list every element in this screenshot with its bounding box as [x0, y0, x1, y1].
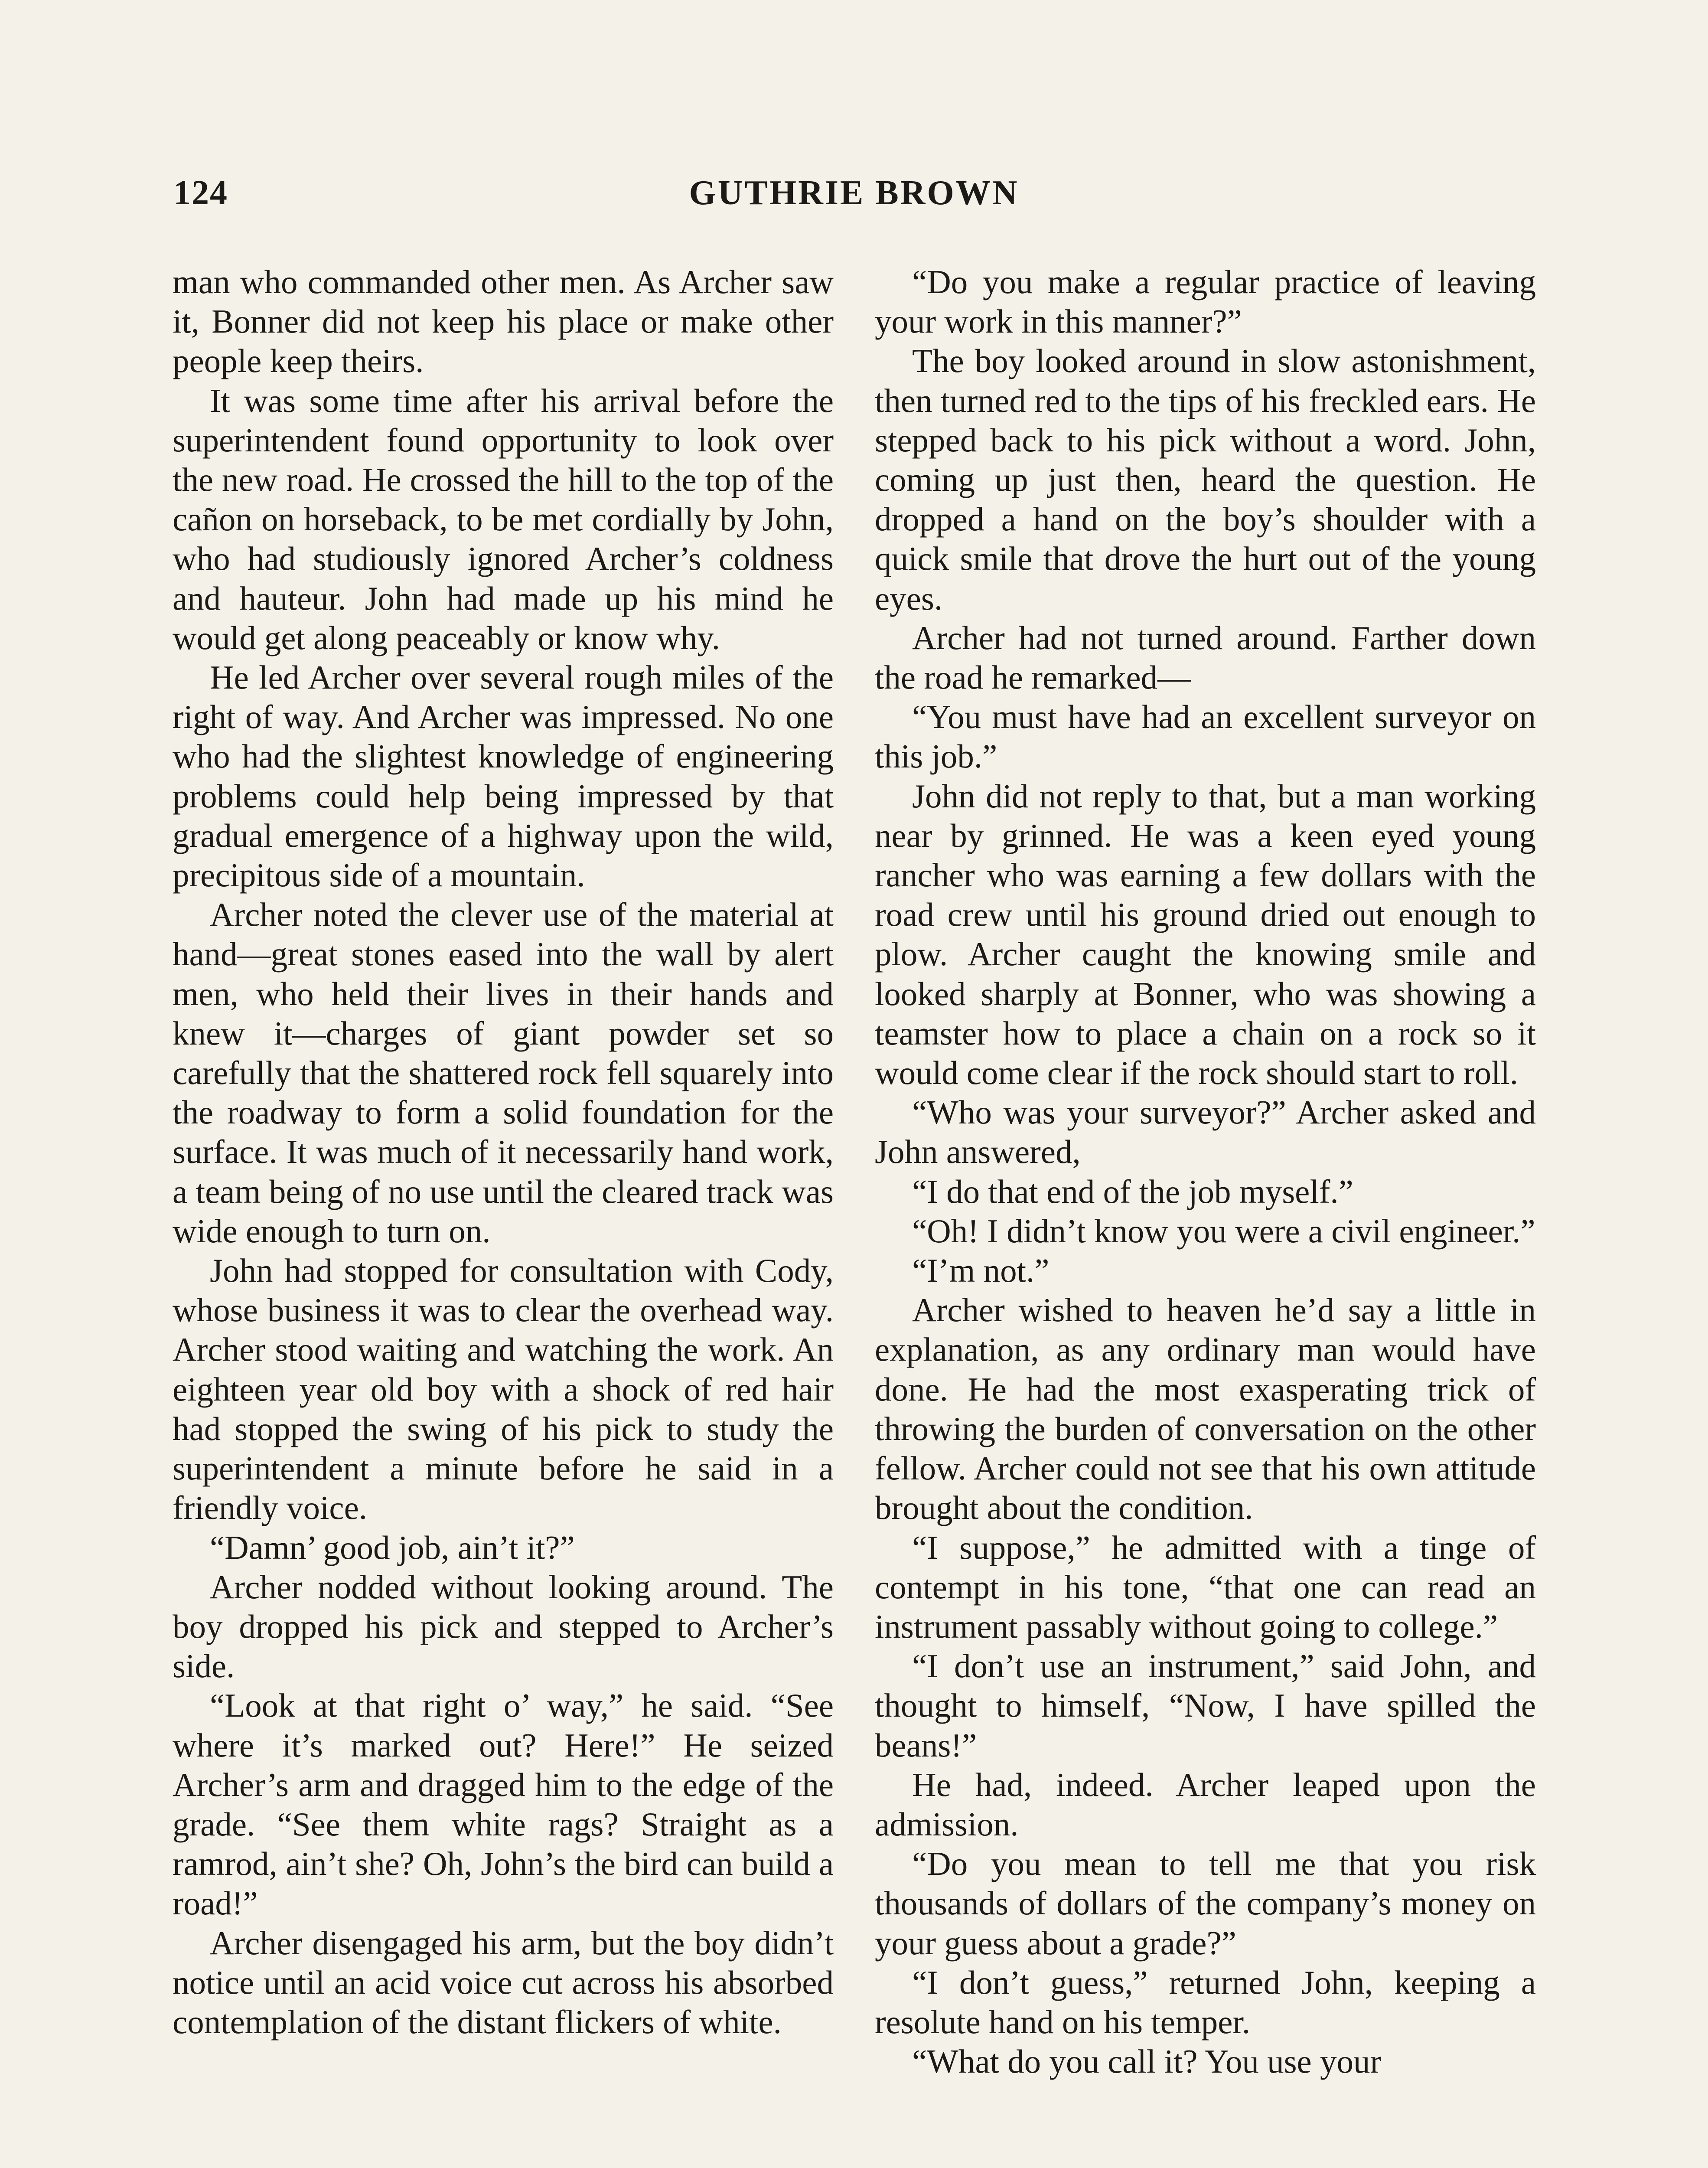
paragraph: “I don’t guess,” returned John, keeping a resolute hand on his temper.	[875, 1963, 1536, 2041]
paragraph: “Do you make a regular practice of leaving your work in this manner?”	[875, 263, 1536, 340]
paragraph: Archer had not turned around. Farther down the road he remarked—	[875, 619, 1536, 696]
paragraph: “Oh! I didn’t know you were a civil engineer.”	[912, 1212, 1535, 1250]
paragraph: “Look at that right o’ way,” he said. “See where it’s marked out? Here!” He seized Archer’s arm and dragged him to the edge of the grade. “See them white rags? Straight as a ramrod, ain’t she? Oh, John’s the bird can build a road!”	[173, 1687, 834, 1922]
paragraph: “I do that end of the job myself.”	[912, 1172, 1353, 1210]
paragraph: John had stopped for consultation with Cody, whose business it was to clear the overhead way. Archer stood waiting and watching the work. An eighteen year old boy with a shock of red hair had stopped the swing of his pick to study the superintendent a minute before he said in a friendly voice.	[173, 1252, 834, 1527]
paragraph: It was some time after his arrival before the superintendent found opportunity to look over the new road. He crossed the hill to the top of the cañon on horseback, to be met cordially by John, who had studiously ignored Archer’s coldness and hauteur. John had made up his mind he would get along peaceably or know why.	[173, 382, 834, 656]
paragraph: man who commanded other men. As Archer saw it, Bonner did not keep his place or make other people keep theirs.	[173, 263, 834, 380]
paragraph: “I don’t use an instrument,” said John, and thought to himself, “Now, I have spilled the beans!”	[875, 1647, 1536, 1764]
paragraph: The boy looked around in slow astonishment, then turned red to the tips of his freckled ears. He stepped back to his pick without a word. John, coming up just then, heard the question. He dropped a hand on the boy’s shoulder with a quick smile that drove the hurt out of the young eyes.	[875, 342, 1536, 617]
running-title: GUTHRIE BROWN	[689, 174, 1019, 212]
paragraph: Archer disengaged his arm, but the boy didn’t notice until an acid voice cut across his absorbed contemplation of the distant flickers of white.	[173, 1924, 834, 2041]
paragraph: “What do you call it? You use your	[912, 2043, 1382, 2080]
paragraph: “Do you mean to tell me that you risk thousands of dollars of the company’s money on your guess about a grade?”	[875, 1845, 1536, 1962]
right-column	[875, 262, 1536, 2081]
paragraph: John did not reply to that, but a man working near by grinned. He was a keen eyed young rancher who was earning a few dollars with the road crew until his ground dried out enough to plow. Archer caught the knowing smile and looked sharply at Bonner, who was showing a teamster how to place a chain on a rock so it would come clear if the rock should start to roll.	[875, 777, 1536, 1092]
paragraph: He had, indeed. Archer leaped upon the admission.	[875, 1766, 1536, 1843]
paragraph: “I’m not.”	[912, 1252, 1050, 1290]
running-header	[173, 173, 1535, 225]
paragraph: “I suppose,” he admitted with a tinge of contempt in his tone, “that one can read an instrument passably without going to college.”	[875, 1528, 1536, 1645]
paragraph: Archer nodded without looking around. The boy dropped his pick and stepped to Archer’s side.	[173, 1568, 834, 1685]
paragraph: He led Archer over several rough miles of the right of way. And Archer was impressed. No one who had the slightest knowledge of engineering problems could help being impressed by that gradual emergence of a highway upon the wild, precipitous side of a mountain.	[173, 659, 834, 894]
page-number: 124	[173, 174, 228, 212]
left-column	[173, 262, 834, 2042]
paragraph: “Who was your surveyor?” Archer asked and John answered,	[875, 1094, 1536, 1171]
paragraph: “You must have had an excellent surveyor on this job.”	[875, 698, 1536, 775]
paragraph: Archer wished to heaven he’d say a little in explanation, as any ordinary man would have done. He had the most exasperating trick of throwing the burden of conversation on the other fellow. Archer could not see that his own attitude brought about the condition.	[875, 1291, 1536, 1527]
paragraph: “Damn’ good job, ain’t it?”	[210, 1528, 575, 1566]
paragraph: Archer noted the clever use of the material at hand—great stones eased into the wall by alert men, who held their lives in their hands and knew it—charges of giant powder set so carefully that the shattered rock fell squarely into the roadway to form a solid foundation for the surface. It was much of it necessarily hand work, a team being of no use until the cleared track was wide enough to turn on.	[173, 896, 834, 1250]
